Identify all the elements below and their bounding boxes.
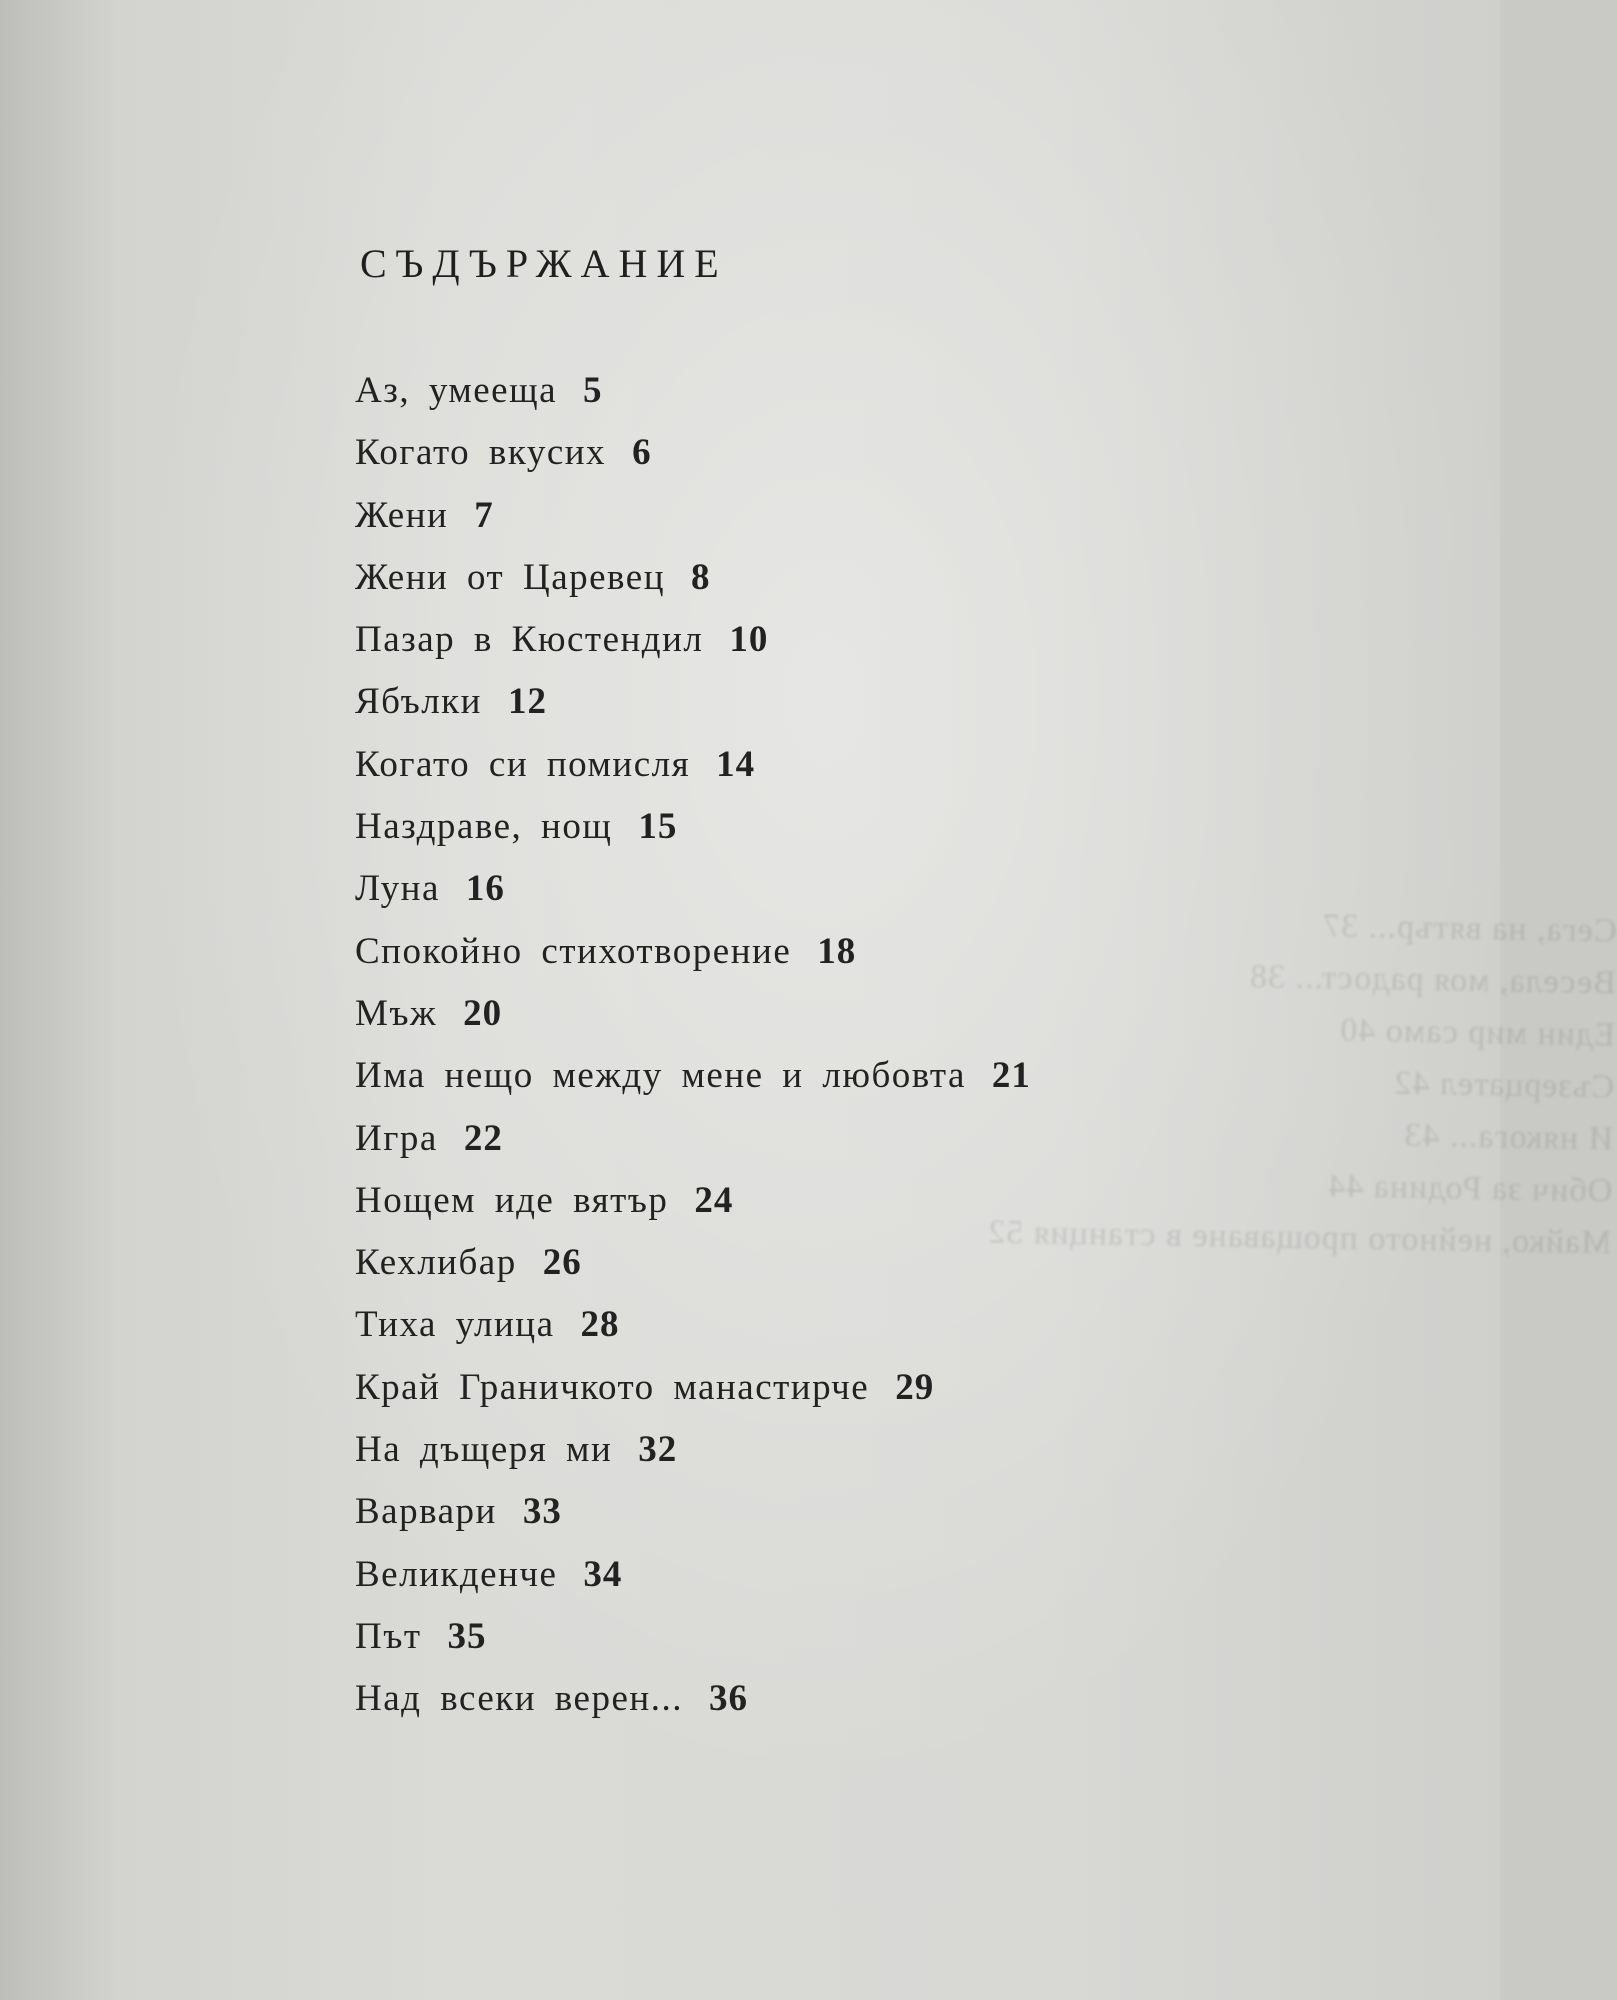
toc-entry: [355, 734, 1031, 796]
toc-entry: [355, 422, 1031, 484]
toc-entry-title: Над всеки верен...: [355, 1678, 683, 1720]
table-of-contents: [355, 360, 1031, 1731]
toc-entry-title: Пазар в Кюстендил: [355, 619, 704, 661]
toc-entry-page: 15: [638, 806, 678, 848]
bleed-through-text: Сега, на вятър... 37 Весела, моя радост... 38 Един мир само 40 Съзерцател 42 И някога... 43 Обич за Родина 44 Майко, нейното прощаване в станция 52: [987, 907, 1617, 1262]
toc-entry-page: 6: [632, 432, 652, 474]
toc-entry: [355, 547, 1031, 609]
toc-entry-page: 22: [463, 1117, 503, 1159]
toc-entry: [355, 1668, 1031, 1730]
toc-entry-title: Път: [355, 1615, 422, 1657]
toc-entry: [355, 1544, 1031, 1606]
toc-entry-page: 24: [694, 1179, 734, 1221]
toc-entry-title: Край Граничкото манастирче: [355, 1366, 870, 1408]
toc-entry-title: Варвари: [355, 1491, 497, 1533]
toc-entry-page: 34: [583, 1553, 623, 1595]
toc-entry: [355, 983, 1031, 1045]
toc-entry-page: 14: [716, 743, 756, 785]
toc-entry-title: Ябълки: [355, 681, 482, 723]
toc-entry-title: Великденче: [355, 1553, 558, 1595]
toc-entry-page: 32: [638, 1429, 678, 1471]
toc-entry-title: Мъж: [355, 992, 438, 1034]
toc-entry-title: Жени от Царевец: [355, 556, 666, 598]
toc-entry-title: Когато си помисля: [355, 743, 691, 785]
toc-entry-title: Има нещо между мене и любовта: [355, 1055, 966, 1097]
toc-entry-page: 33: [522, 1491, 562, 1533]
toc-entry-page: 36: [708, 1678, 748, 1720]
toc-entry: [355, 1419, 1031, 1481]
toc-entry: [355, 360, 1031, 422]
toc-entry: [355, 921, 1031, 983]
toc-entry: [355, 1045, 1031, 1107]
toc-entry-page: 18: [817, 930, 857, 972]
toc-entry: [355, 609, 1031, 671]
toc-entry: [355, 1108, 1031, 1170]
toc-entry-page: 8: [691, 556, 711, 598]
toc-entry-page: 28: [580, 1304, 620, 1346]
toc-entry: [355, 1357, 1031, 1419]
toc-entry-title: Луна: [355, 868, 440, 910]
toc-entry-page: 5: [583, 370, 603, 411]
toc-entry-title: Кехлибар: [355, 1242, 517, 1284]
toc-entry-page: 35: [447, 1615, 487, 1657]
toc-entry-title: Нощем иде вятър: [355, 1179, 669, 1221]
toc-entry: [355, 485, 1031, 547]
toc-entry-title: Когато вкусих: [355, 432, 607, 474]
toc-entry-title: Игра: [355, 1117, 438, 1159]
toc-heading: СЪДЪРЖАНИЕ: [360, 241, 728, 286]
toc-entry-title: Спокойно стихотворение: [355, 930, 792, 972]
toc-entry-page: 20: [463, 992, 503, 1034]
toc-entry: [355, 1481, 1031, 1543]
toc-entry-page: 12: [507, 681, 547, 723]
toc-entry-page: 7: [474, 494, 494, 536]
toc-entry-page: 10: [729, 619, 769, 661]
toc-entry: [355, 1606, 1031, 1668]
toc-entry-title: Жени: [355, 494, 449, 536]
toc-entry: [355, 1294, 1031, 1356]
toc-entry-page: 26: [542, 1242, 582, 1284]
toc-entry-title: Тиха улица: [355, 1304, 555, 1346]
toc-entry: [355, 858, 1031, 920]
toc-entry-page: 16: [465, 868, 505, 910]
toc-entry: [355, 796, 1031, 858]
toc-entry-page: 21: [991, 1055, 1031, 1097]
toc-entry: [355, 1170, 1031, 1232]
toc-entry-title: Наздраве, нощ: [355, 806, 613, 848]
toc-entry-title: На дъщеря ми: [355, 1429, 613, 1471]
toc-entry: [355, 1232, 1031, 1294]
toc-entry: [355, 671, 1031, 733]
toc-entry-title: Аз, умееща: [355, 370, 558, 411]
toc-entry-page: 29: [895, 1366, 935, 1408]
